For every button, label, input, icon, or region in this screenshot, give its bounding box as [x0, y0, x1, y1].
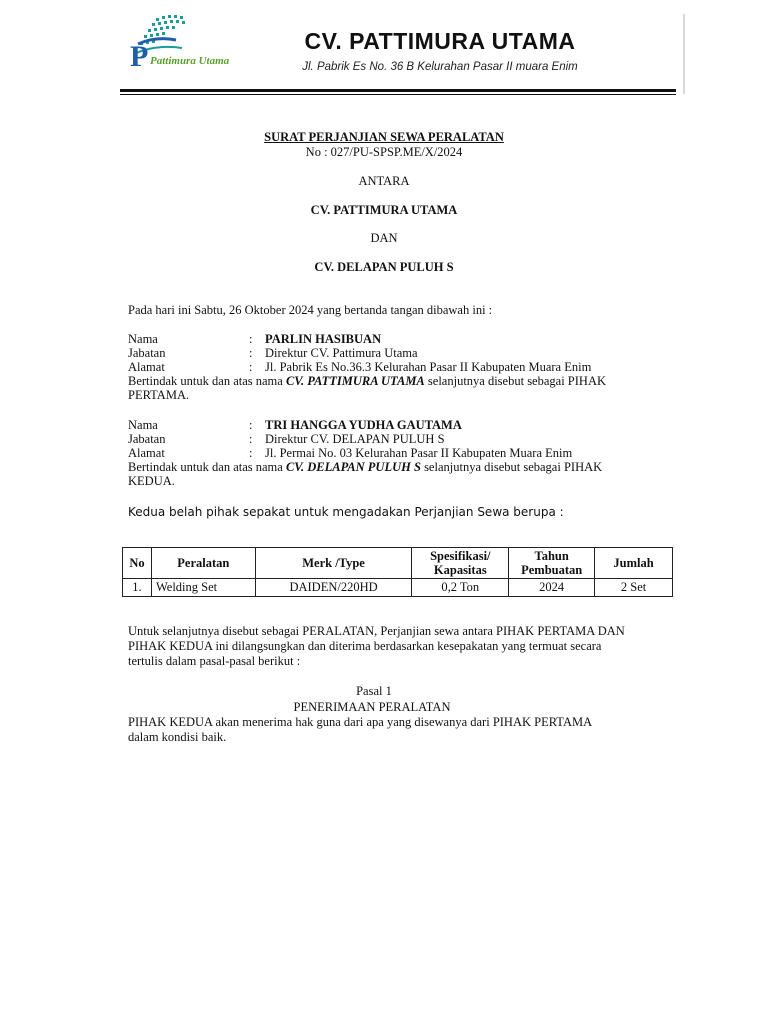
nama-label: Nama: [128, 332, 158, 346]
cell-spesifikasi: 0,2 Ton: [412, 579, 509, 597]
first-party-jabatan: Direktur CV. Pattimura Utama: [265, 346, 418, 360]
pasal-1-subtitle: PENERIMAAN PERALATAN: [293, 700, 451, 714]
spec-header-line2: Kapasitas: [433, 563, 487, 577]
second-party-acting-line2: KEDUA.: [128, 474, 175, 488]
acting-company: CV. DELAPAN PULUH S: [285, 460, 421, 474]
cell-jumlah: 2 Set: [595, 579, 673, 597]
table-row: [123, 579, 673, 597]
letterhead-rule-thin: [120, 94, 676, 95]
after-table-line1: Untuk selanjutnya disebut sebagai PERALATAN, Perjanjian sewa antara PIHAK PERTAMA DAN: [128, 624, 625, 638]
cell-merk: DAIDEN/220HD: [255, 579, 412, 597]
acting-prefix: Bertindak untuk dan atas nama: [128, 460, 286, 474]
colon: :: [249, 332, 253, 346]
colon: :: [249, 432, 253, 446]
second-party-jabatan: Direktur CV. DELAPAN PULUH S: [265, 432, 445, 446]
jabatan-label: Jabatan: [128, 346, 166, 360]
second-party-acting: [128, 460, 602, 475]
col-header-jumlah: Jumlah: [595, 548, 673, 579]
scan-edge: [683, 14, 685, 94]
colon: :: [249, 346, 253, 360]
company-name: CV. PATTIMURA UTAMA: [304, 28, 576, 54]
first-party-acting-line2: PERTAMA.: [128, 388, 190, 402]
pasal-1-line2: dalam kondisi baik.: [128, 730, 227, 744]
pasal-1-line1: PIHAK KEDUA akan menerima hak guna dari apa yang disewanya dari PIHAK PERTAMA: [128, 715, 593, 729]
acting-suffix: selanjutnya disebut sebagai PIHAK: [424, 374, 606, 388]
colon: :: [249, 360, 253, 374]
after-table-line2: PIHAK KEDUA ini dilangsungkan dan diterima berdasarkan kesepakatan yang termuat secara: [128, 639, 602, 653]
first-party-acting: [128, 374, 606, 389]
col-header-spesifikasi: [412, 548, 509, 579]
agreement-intro: Kedua belah pihak sepakat untuk mengadakan Perjanjian Sewa berupa :: [128, 505, 564, 519]
antara-label: ANTARA: [358, 174, 410, 188]
svg-text:P: P: [130, 40, 149, 73]
cell-no: 1.: [123, 579, 152, 597]
equipment-table: [122, 547, 673, 597]
year-header-line1: Tahun: [534, 549, 569, 563]
col-header-peralatan: Peralatan: [151, 548, 255, 579]
colon: :: [249, 418, 253, 432]
spec-header-line1: Spesifikasi/: [430, 549, 491, 563]
col-header-no: No: [123, 548, 152, 579]
intro-text: Pada hari ini Sabtu, 26 Oktober 2024 yang bertanda tangan dibawah ini :: [128, 303, 493, 317]
alamat-label: Alamat: [128, 360, 165, 374]
company-address: Jl. Pabrik Es No. 36 B Kelurahan Pasar II muara Enim: [302, 61, 578, 73]
party-two-name: CV. DELAPAN PULUH S: [314, 260, 454, 274]
document-title: SURAT PERJANJIAN SEWA PERALATAN: [264, 130, 504, 144]
document-number: No : 027/PU-SPSP.ME/X/2024: [305, 145, 463, 159]
jabatan-label: Jabatan: [128, 432, 166, 446]
col-header-merk: Merk /Type: [255, 548, 412, 579]
first-party-alamat: Jl. Pabrik Es No.36.3 Kelurahan Pasar II Kabupaten Muara Enim: [265, 360, 592, 374]
col-header-tahun: [509, 548, 595, 579]
dan-label: DAN: [370, 231, 398, 245]
acting-suffix: selanjutnya disebut sebagai PIHAK: [420, 460, 603, 474]
second-party-alamat: Jl. Permai No. 03 Kelurahan Pasar II Kabupaten Muara Enim: [265, 446, 573, 460]
party-one-name: CV. PATTIMURA UTAMA: [310, 203, 458, 217]
year-header-line2: Pembuatan: [521, 563, 583, 577]
acting-company: CV. PATTIMURA UTAMA: [285, 374, 425, 388]
first-party-nama: PARLIN HASIBUAN: [265, 332, 382, 346]
colon: :: [249, 446, 253, 460]
letterhead-rule-thick: [120, 89, 676, 92]
acting-prefix: Bertindak untuk dan atas nama: [128, 374, 286, 388]
logo-text: Pattimura Utama: [150, 55, 230, 67]
alamat-label: Alamat: [128, 446, 165, 460]
cell-tahun: 2024: [509, 579, 595, 597]
company-logo: [126, 14, 236, 80]
pasal-1-title: Pasal 1: [356, 684, 392, 698]
after-table-line3: tertulis dalam pasal-pasal berikut :: [128, 654, 301, 668]
cell-peralatan: Welding Set: [151, 579, 255, 597]
second-party-nama: TRI HANGGA YUDHA GAUTAMA: [265, 418, 462, 432]
nama-label: Nama: [128, 418, 158, 432]
table-header-row: [123, 548, 673, 579]
